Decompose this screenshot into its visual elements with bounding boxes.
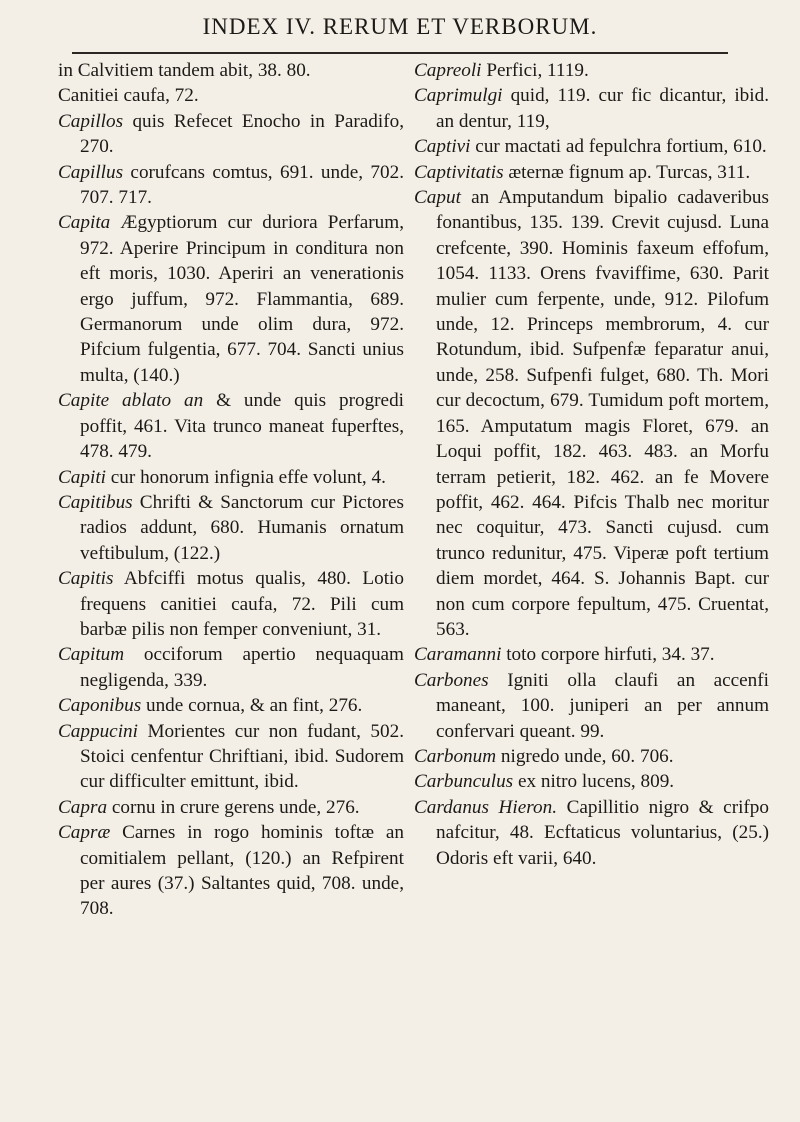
index-entry: Capra cornu in crure gerens unde, 276.	[58, 796, 360, 818]
right-column	[414, 58, 769, 871]
index-entry: Capillus corufcans comtus, 691. unde, 702. 707. 717.	[58, 161, 404, 209]
header-rule	[72, 52, 728, 54]
page-header: INDEX IV. RERUM ET VERBORUM.	[202, 14, 598, 39]
index-entry: Caponibus unde cornua, & an fint, 276.	[58, 695, 363, 717]
index-entry: Captivitatis æternæ fignum ap. Turcas, 311.	[414, 161, 751, 183]
index-entry: Caramanni toto corpore hirfuti, 34. 37.	[414, 644, 715, 666]
index-entry: Cardanus Hieron. Capillitio nigro & crifpo nafcitur, 48. Ecftaticus voluntarius, (25.) Odoris eft varii, 640.	[414, 796, 769, 869]
index-entry: Carbones Igniti olla claufi an accenfi maneant, 100. juniperi an per annum confervari queant. 99.	[414, 669, 769, 742]
index-entry: Carbonum nigredo unde, 60. 706.	[414, 745, 674, 767]
index-entry: Canitiei caufa, 72.	[58, 85, 199, 107]
index-entry: Capite ablato an & unde quis progredi poffit, 461. Vita trunco maneat fuperftes, 478. 479.	[58, 390, 404, 463]
index-entry: Caprimulgi quid, 119. cur fic dicantur, ibid. an dentur, 119,	[414, 85, 769, 132]
index-entry: Cappucini Morientes cur non fudant, 502. Stoici cenfentur Chriftiani, ibid. Sudorem cur difficulter emittunt, ibid.	[58, 720, 404, 793]
index-entry: Capitum occiforum apertio nequaquam negligenda, 339.	[58, 644, 404, 691]
index-entry: Capreoli Perfici, 1119.	[414, 60, 589, 81]
index-entry: in Calvitiem tandem abit, 38. 80.	[58, 60, 311, 81]
left-column	[58, 58, 404, 922]
index-entry: Capitis Abfciffi motus qualis, 480. Lotio frequens canitiei caufa, 72. Pili cum barbæ pilis non femper conveniunt, 31.	[58, 568, 404, 640]
index-entry: Capitibus Chrifti & Sanctorum cur Pictores radios addunt, 680. Humanis ornatum veftibulum, (122.)	[58, 491, 404, 564]
index-entry: Capita Ægyptiorum cur duriora Perfarum, 972. Aperire Principum in conditura non eft moris, 1030. Aperiri an venerationis ergo juffum, 972. Flammantia, 689. Germanorum unde olim dura, 972. Pifcium fulgentia, 677. 704. Sancti unius multa, (140.)	[58, 212, 404, 386]
index-entry: Captivi cur mactati ad fepulchra fortium, 610.	[414, 136, 767, 158]
index-entry: Caput an Amputandum bipalio cadaveribus fonantibus, 135. 139. Crevit cujusd. Luna crefcente, 390. Hominis faxeum effofum, 1054. 1133. Orens fvaviffime, 630. Parit mulier cum ferpente, unde, 912. Pilofum unde, 12. Princeps membrorum, 4. cur Rotundum, ibid. Sufpenfæ feparatur anui, unde, 258. Sufpenfi fulget, 680. Th. Mori cur decoctum, 679. Tumidum poft mortem, 165. Amputatum magis Floret, 679. an Loqui poffit, 182. 463. 483. an Morfu terram petierit, 182. 462. an fe Movere poffit, 462. 464. Pifcis Thalb nec moritur nec coquitur, 473. Sancti cujusd. cum trunco redunitur, 475. Viperæ poft tertium diem mordet, 464. S. Johannis Bapt. cur non cum corpore fepultum, 475. Cruentat, 563.	[414, 187, 769, 640]
index-entry: Capiti cur honorum infignia effe volunt, 4.	[58, 466, 386, 488]
index-entry: Capræ Carnes in rogo hominis toftæ an comitialem pellant, (120.) an Refpirent per aures (37.) Saltantes quid, 708. unde, 708.	[58, 822, 404, 920]
index-entry: Capillos quis Refecet Enocho in Paradifo, 270.	[58, 110, 404, 158]
index-entry: Carbunculus ex nitro lucens, 809.	[414, 771, 675, 793]
